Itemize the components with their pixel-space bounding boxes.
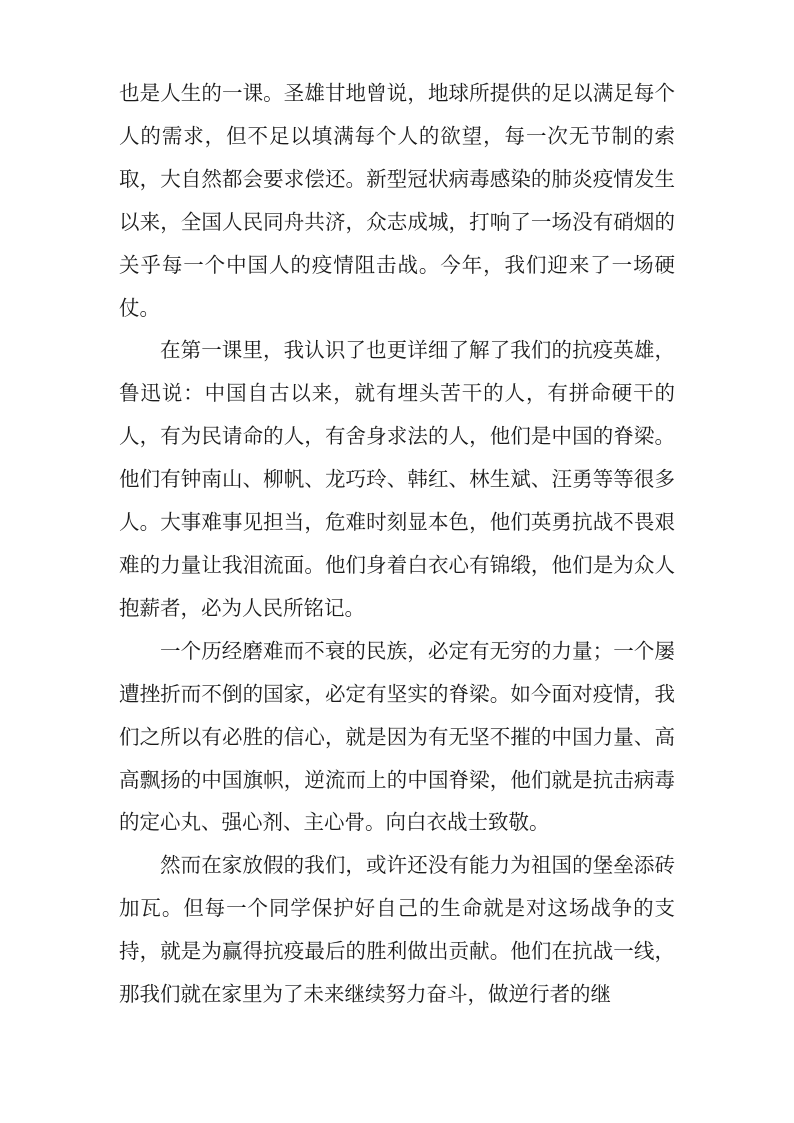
paragraph-2: 在第一课里，我认识了也更详细了解了我们的抗疫英雄，鲁迅说：中国自古以来，就有埋头苦干的人，有拼命硬干的人，有为民请命的人，有舍身求法的人，他们是中国的脊梁。他们有钟南山、柳帆、龙巧玲、韩红、林生斌、汪勇等等很多人。大事难事见担当，危难时刻显本色，他们英勇抗战不畏艰难的力量让我泪流面。他们身着白衣心有锦缎，他们是为众人抱薪者，必为人民所铭记。 xyxy=(119,338,675,620)
paragraph-1: 也是人生的一课。圣雄甘地曾说，地球所提供的足以满足每个人的需求，但不足以填满每个人的欲望，每一次无节制的索取，大自然都会要求偿还。新型冠状病毒感染的肺炎疫情发生以来，全国人民同舟共济，众志成城，打响了一场没有硝烟的关乎每一个中国人的疫情阻击战。今年，我们迎来了一场硬仗。 xyxy=(119,81,675,320)
paragraph-3: 一个历经磨难而不衰的民族，必定有无穷的力量；一个屡遭挫折而不倒的国家，必定有坚实的脊梁。如今面对疫情，我们之所以有必胜的信心，就是因为有无坚不摧的中国力量、高高飘扬的中国旗帜，逆流而上的中国脊梁，他们就是抗击病毒的定心丸、强心剂、主心骨。向白衣战士致敬。 xyxy=(119,638,675,835)
paragraph-4: 然而在家放假的我们，或许还没有能力为祖国的堡垒添砖加瓦。但每一个同学保护好自己的生命就是对这场战争的支持，就是为赢得抗疫最后的胜利做出贡献。他们在抗战一线，那我们就在家里为了未来继续努力奋斗，做逆行者的继 xyxy=(119,853,675,1007)
document-body xyxy=(119,72,675,1016)
